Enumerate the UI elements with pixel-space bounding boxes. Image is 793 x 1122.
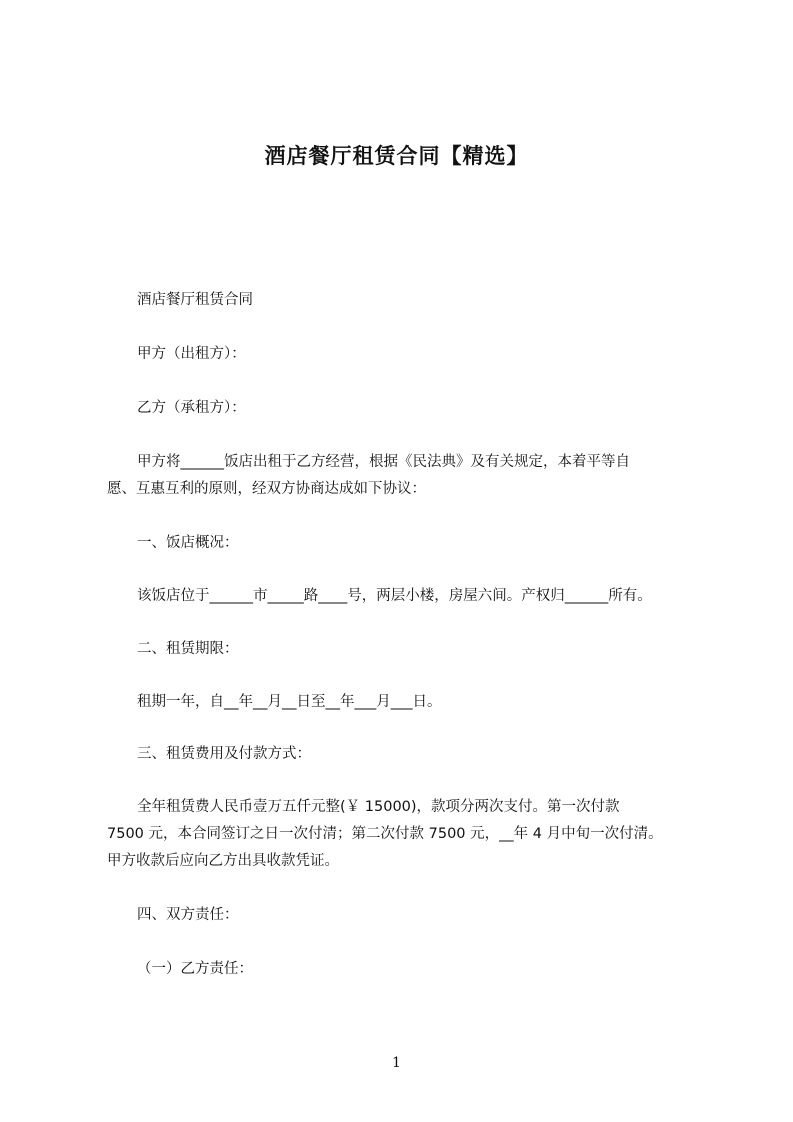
paragraph-payment-line-2: 7500 元，本合同签订之日一次付清；第二次付款 7500 元，__年 4 月中旬一次付清。 <box>107 826 663 842</box>
paragraph-preamble-line-2: 愿、互惠互利的原则，经双方协商达成如下协议： <box>107 481 426 497</box>
subsection-heading-party-b: （一）乙方责任： <box>137 961 253 977</box>
section-heading-4: 四、双方责任： <box>137 907 239 923</box>
paragraph-contract-name: 酒店餐厅租赁合同 <box>137 292 253 308</box>
paragraph-location: 该饭店位于______市_____路____号，两层小楼，房屋六间。产权归______所有。 <box>137 588 652 604</box>
paragraph-party-a: 甲方（出租方）： <box>137 346 246 362</box>
paragraph-payment-line-1: 全年租赁费人民币壹万五仟元整(￥ 15000)，款项分两次支付。第一次付款 <box>137 799 620 815</box>
paragraph-preamble-line-1: 甲方将______饭店出租于乙方经营，根据《民法典》及有关规定，本着平等自 <box>137 454 630 470</box>
paragraph-term: 租期一年，自__年__月__日至__年___月___日。 <box>137 694 442 710</box>
section-heading-3: 三、租赁费用及付款方式： <box>137 746 311 762</box>
paragraph-payment-line-3: 甲方收款后应向乙方出具收款凭证。 <box>107 853 339 869</box>
paragraph-party-b: 乙方（承租方）： <box>137 400 246 416</box>
section-heading-2: 二、租赁期限： <box>137 641 239 657</box>
document-title: 酒店餐厅租赁合同【精选】 <box>264 144 529 168</box>
section-heading-1: 一、饭店概况： <box>137 535 239 551</box>
page-number: 1 <box>392 1055 401 1071</box>
